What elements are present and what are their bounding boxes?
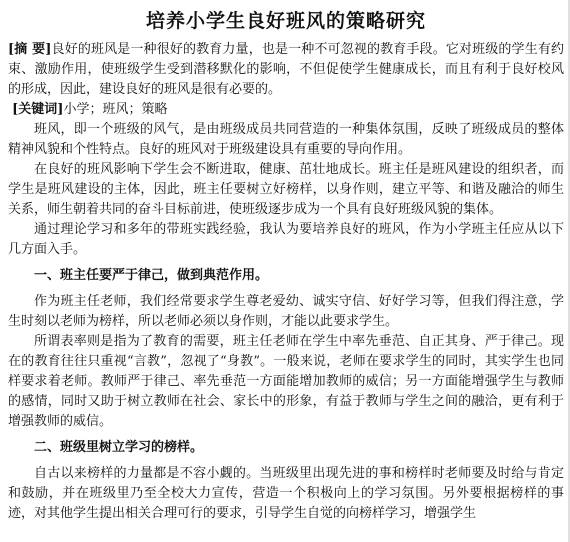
keywords-paragraph — [8, 100, 564, 120]
abstract-paragraph — [8, 40, 564, 100]
section-paragraph: 作为班主任老师，我们经常要求学生尊老爱幼、诚实守信、好好学习等，但我们得注意，学生时刻以老师为榜样，所以老师必须以身作则，才能以此要求学生。 — [8, 294, 564, 329]
keywords-text: 小学；班风；策略 — [63, 102, 168, 117]
document-title: 培养小学生良好班风的策略研究 — [145, 10, 426, 32]
section-paragraph: 自古以来榜样的力量都是不容小觑的。当班级里出现先进的事和榜样时老师要及时给与肯定和鼓励，并在班级里乃至全校大力宣传，营造一个积极向上的学习氛围。另外要根据榜样的事迹，对其他学生提出相关合理可行的要求，引导学生自觉的向榜样学习，增强学生 — [8, 466, 564, 521]
abstract-tag: [摘 要] — [8, 42, 52, 57]
keywords-tag: [关键词] — [12, 102, 64, 117]
intro-paragraph: 通过理论学习和多年的带班实践经验，我认为要培养良好的班风，作为小学班主任应从以下几方面入手。 — [8, 222, 564, 257]
section-heading: 二、班级里树立学习的榜样。 — [34, 440, 204, 455]
section-paragraph: 所谓表率则是指为了教育的需要，班主任老师在学生中率先垂范、自正其身、严于律己。现在的教育往往只重视“言教”，忽视了“身教”。一般来说，老师在要求学生的同时，其实学生也同样要求着老师。教师严于律己、率先垂范一方面能增加教师的威信；另一方面能增强学生与教师的感情，同时又助于树立教师在社会、家长中的形象，有益于教师与学生之间的融洽，更有利于增强教师的威信。 — [8, 334, 564, 429]
abstract-text: 良好的班风是一种很好的教育力量，也是一种不可忽视的教育手段。它对班级的学生有约束、激励作用，使班级学生受到潜移默化的影响，不但促使学生健康成长，而且有利于良好校风的形成，因此，建设良好的班风是很有必要的。 — [8, 42, 564, 97]
section-heading: 一、班主任要严于律己，做到典范作用。 — [34, 268, 269, 283]
intro-paragraph: 班风，即一个班级的风气，是由班级成员共同营造的一种集体氛围，反映了班级成员的整体精神风貌和个性特点。良好的班风对于班级建设具有重要的导向作用。 — [8, 122, 564, 157]
intro-paragraph: 在良好的班风影响下学生会不断进取，健康、茁壮地成长。班主任是班风建设的组织者，而学生是班风建设的主体，因此，班主任要树立好榜样，以身作则，建立平等、和谐及融洽的师生关系，师生朝着共同的奋斗目标前进，使班级逐步成为一个具有良好班级风貌的集体。 — [8, 162, 564, 217]
